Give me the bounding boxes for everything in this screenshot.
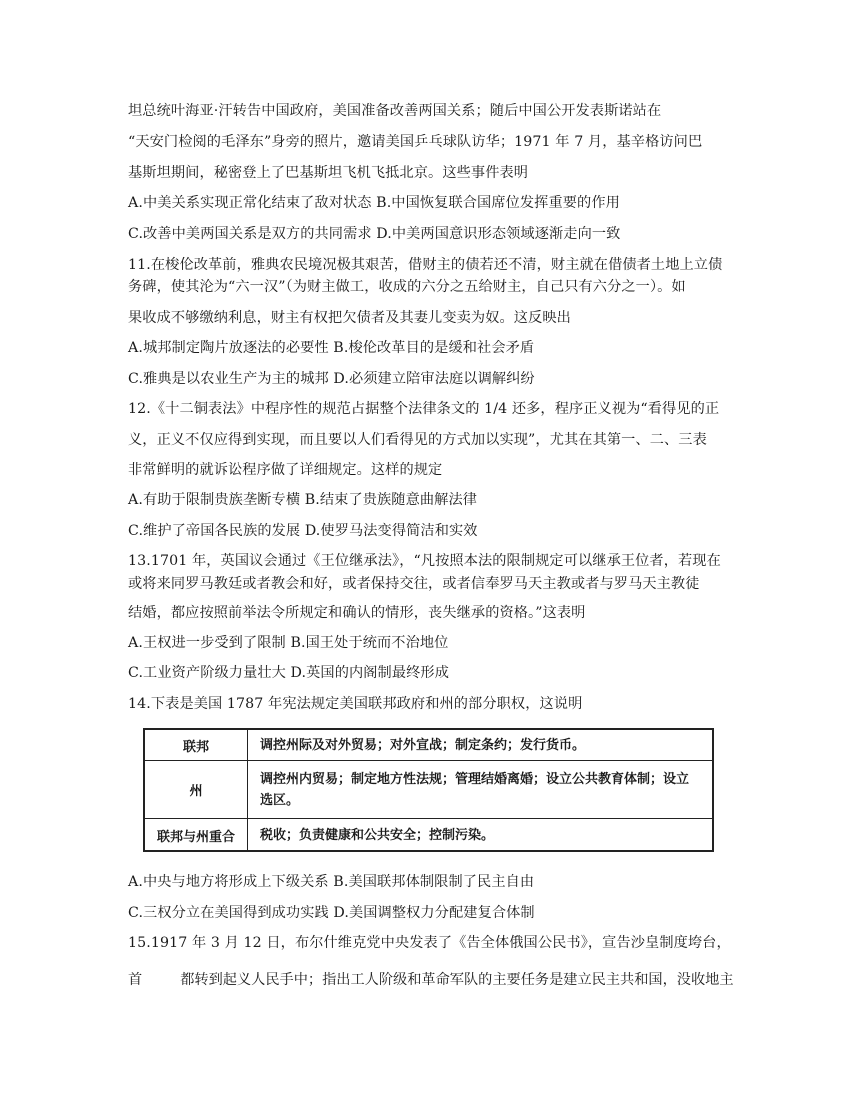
table-row-content: 调控州际及对外贸易；对外宣战；制定条约；发行货币。 xyxy=(260,737,586,753)
option-line-q11-cd: C.雅典是以农业生产为主的城邦 D.必须建立陪审法庭以调解纠纷 xyxy=(128,371,535,387)
text-line: 坦总统叶海亚·汗转告中国政府，美国准备改善两国关系；随后中国公开发表斯诺站在 xyxy=(128,103,662,119)
option-line-q13-cd: C.工业资产阶级力量壮大 D.英国的内阁制最终形成 xyxy=(128,665,449,681)
table-row-content: 调控州内贸易；制定地方性法规；管理结婚离婚；设立公共教育体制；设立选区。 xyxy=(260,771,690,808)
text-line: 义，正义不仅应得到实现，而且要以人们看得见的方式加以实现”，尤其在其第一、二、三表 xyxy=(128,432,707,448)
text-line: 或将来同罗马教廷或者教会和好，或者保持交往，或者信奉罗马天主教或者与罗马天主教徒 xyxy=(128,576,700,592)
text-line: 结婚，都应按照前举法令所规定和确认的情形，丧失继承的资格。”这表明 xyxy=(128,605,586,621)
question-15: 15.1917 年 3 月 12 日，布尔什维克党中央发表了《告全体俄国公民书》，宣告沙皇制度垮台， xyxy=(128,935,731,951)
text-line: “天安门检阅的毛泽东”身旁的照片，邀请美国乒乓球队访华；1971 年 7 月，基辛格访问巴 xyxy=(128,134,703,150)
table-row-label: 州 xyxy=(145,761,248,818)
option-line-q13-ab: A.王权进一步受到了限制 B.国王处于统而不治地位 xyxy=(128,635,449,651)
option-line-q14-ab: A.中央与地方将形成上下级关系 B.美国联邦体制限制了民主自由 xyxy=(128,874,535,890)
text-line: 基斯坦期间，秘密登上了巴基斯坦飞机飞抵北京。这些事件表明 xyxy=(128,165,529,181)
text-line: 务碑，使其沦为“六一汉”（为财主做工，收成的六分之五给财主，自己只有六分之一）。如 xyxy=(128,279,686,295)
table-row-content: 税收；负责健康和公共安全；控制污染。 xyxy=(260,828,495,843)
table-row-label: 联邦 xyxy=(145,730,248,760)
powers-table xyxy=(143,728,714,852)
text-line: 果收成不够缴纳利息，财主有权把欠债者及其妻儿变卖为奴。这反映出 xyxy=(128,310,571,326)
option-line-q14-cd: C.三权分立在美国得到成功实践 D.美国调整权力分配建复合体制 xyxy=(128,905,535,921)
table-row-label: 联邦与州重合 xyxy=(145,819,248,852)
table-row xyxy=(145,761,712,819)
question-14: 14.下表是美国 1787 年宪法规定美国联邦政府和州的部分职权，这说明 xyxy=(128,696,583,712)
option-line-q11-ab: A.城邦制定陶片放逐法的必要性 B.梭伦改革目的是缓和社会矛盾 xyxy=(128,340,535,356)
option-line-q10-cd: C.改善中美两国关系是双方的共同需求 D.中美两国意识形态领域逐渐走向一致 xyxy=(128,226,621,242)
text-line-wrapped xyxy=(128,968,738,992)
question-12: 12.《十二铜表法》中程序性的规范占据整个法律条文的 1/4 还多，程序正义视为“看得见的正 xyxy=(128,401,720,417)
text-line: 非常鲜明的就诉讼程序做了详细规定。这样的规定 xyxy=(128,462,443,478)
text-rest: 都转到起义人民手中；指出工人阶级和革命军队的主要任务是建立民主共和国，没收地主 xyxy=(180,972,734,988)
question-13: 13.1701 年，英国议会通过《王位继承法》，“凡按照本法的限制规定可以继承王位者，若现在 xyxy=(128,553,721,569)
table-row xyxy=(145,730,712,761)
first-char: 首 xyxy=(128,972,143,988)
table-row xyxy=(145,819,712,852)
option-line-q12-cd: C.维护了帝国各民族的发展 D.使罗马法变得简洁和实效 xyxy=(128,523,478,539)
option-line-q10-ab: A.中美关系实现正常化结束了敌对状态 B.中国恢复联合国席位发挥重要的作用 xyxy=(128,195,620,211)
option-line-q12-ab: A.有助于限制贵族垄断专横 B.结束了贵族随意曲解法律 xyxy=(128,492,478,508)
question-11: 11.在梭伦改革前，雅典农民境况极其艰苦，借财主的债若还不清，财主就在借债者土地上立债 xyxy=(128,257,723,273)
